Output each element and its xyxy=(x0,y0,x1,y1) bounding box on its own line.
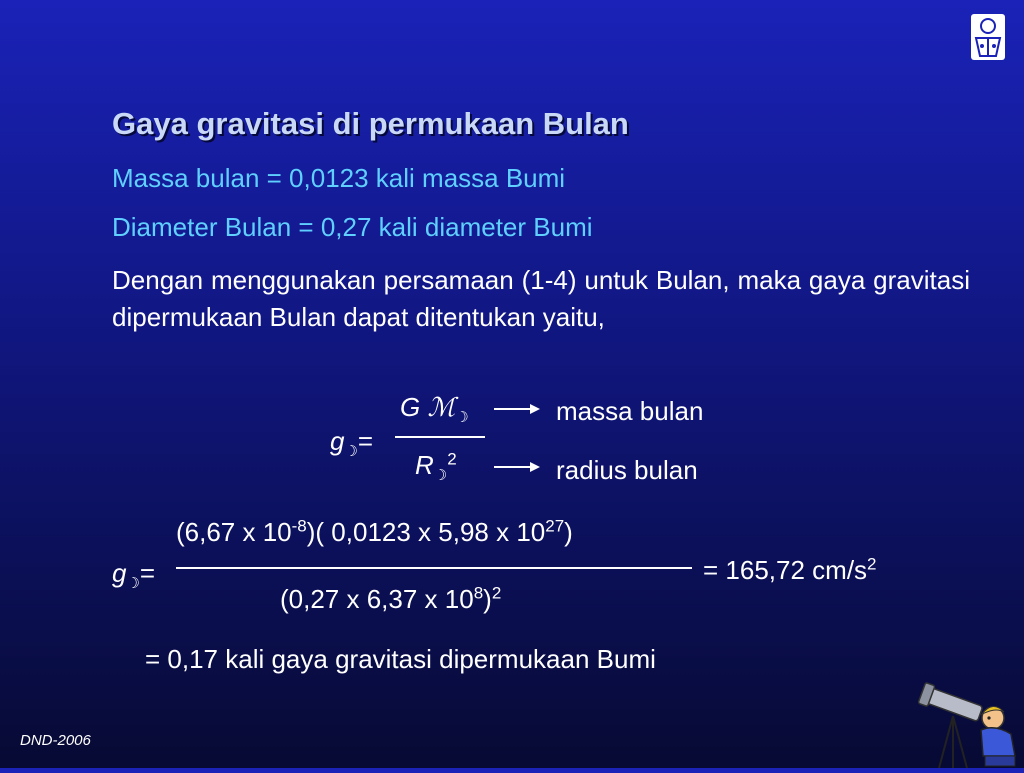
formula2-lhs xyxy=(112,558,155,592)
university-emblem-icon xyxy=(968,12,1008,62)
numerator-part-a: (6,67 x 10 xyxy=(176,517,292,547)
denominator-part-a: (0,27 x 6,37 x 10 xyxy=(280,584,474,614)
telescope-cartoon-icon xyxy=(915,682,1023,768)
mass-symbol: ℳ xyxy=(427,393,456,423)
note-mass: massa bulan xyxy=(556,396,704,426)
numerator-exp-a: -8 xyxy=(291,516,307,536)
moon-icon: ☽ xyxy=(433,467,448,485)
numerator-part-b: )( 0,0123 x 5,98 x 10 xyxy=(306,517,546,547)
equals-sign: = xyxy=(357,426,374,456)
moon-icon: ☽ xyxy=(455,409,469,427)
formula1-numerator xyxy=(400,392,469,426)
moon-icon: ☽ xyxy=(344,443,358,461)
radius-symbol: R xyxy=(415,450,434,480)
denominator-exp-b: 2 xyxy=(491,583,502,603)
denominator-exp-a: 8 xyxy=(473,583,484,603)
radius-exponent: 2 xyxy=(447,449,457,469)
formula2-numerator xyxy=(176,517,573,548)
denominator-part-b: ) xyxy=(483,584,492,614)
lhs-g-symbol: g xyxy=(330,426,345,456)
radius-arrow-line xyxy=(494,466,530,468)
mass-statement: Massa bulan = 0,0123 kali massa Bumi xyxy=(112,163,566,193)
formula1-lhs xyxy=(330,426,373,460)
result-exponent: 2 xyxy=(867,554,877,574)
note-radius: radius bulan xyxy=(556,455,698,485)
formula2-fraction-bar xyxy=(176,567,692,569)
equals-sign: = xyxy=(139,558,156,588)
formula1-denominator xyxy=(415,450,457,484)
mass-arrow-head xyxy=(530,404,540,414)
numerator-exp-b: 27 xyxy=(545,516,565,536)
formula2-denominator xyxy=(280,584,501,615)
conclusion-line: = 0,17 kali gaya gravitasi dipermukaan Bumi xyxy=(145,644,656,674)
lhs-g-symbol: g xyxy=(112,558,127,588)
formula2-result xyxy=(703,555,877,586)
footer-label: DND-2006 xyxy=(20,732,91,749)
formula1-fraction-bar xyxy=(395,436,485,438)
diameter-statement: Diameter Bulan = 0,27 kali diameter Bumi xyxy=(112,212,593,242)
intro-paragraph: Dengan menggunakan persamaan (1-4) untuk Bulan, maka gaya gravitasi dipermukaan Bulan dapat ditentukan yaitu, xyxy=(112,265,970,332)
gravity-constant-symbol: G xyxy=(400,392,421,422)
radius-arrow-head xyxy=(530,462,540,472)
mass-arrow-line xyxy=(494,408,530,410)
result-value: = 165,72 cm/s xyxy=(703,555,868,585)
slide-title: Gaya gravitasi di permukaan Bulan xyxy=(112,106,629,141)
moon-icon: ☽ xyxy=(126,575,140,593)
numerator-part-c: ) xyxy=(564,517,573,547)
